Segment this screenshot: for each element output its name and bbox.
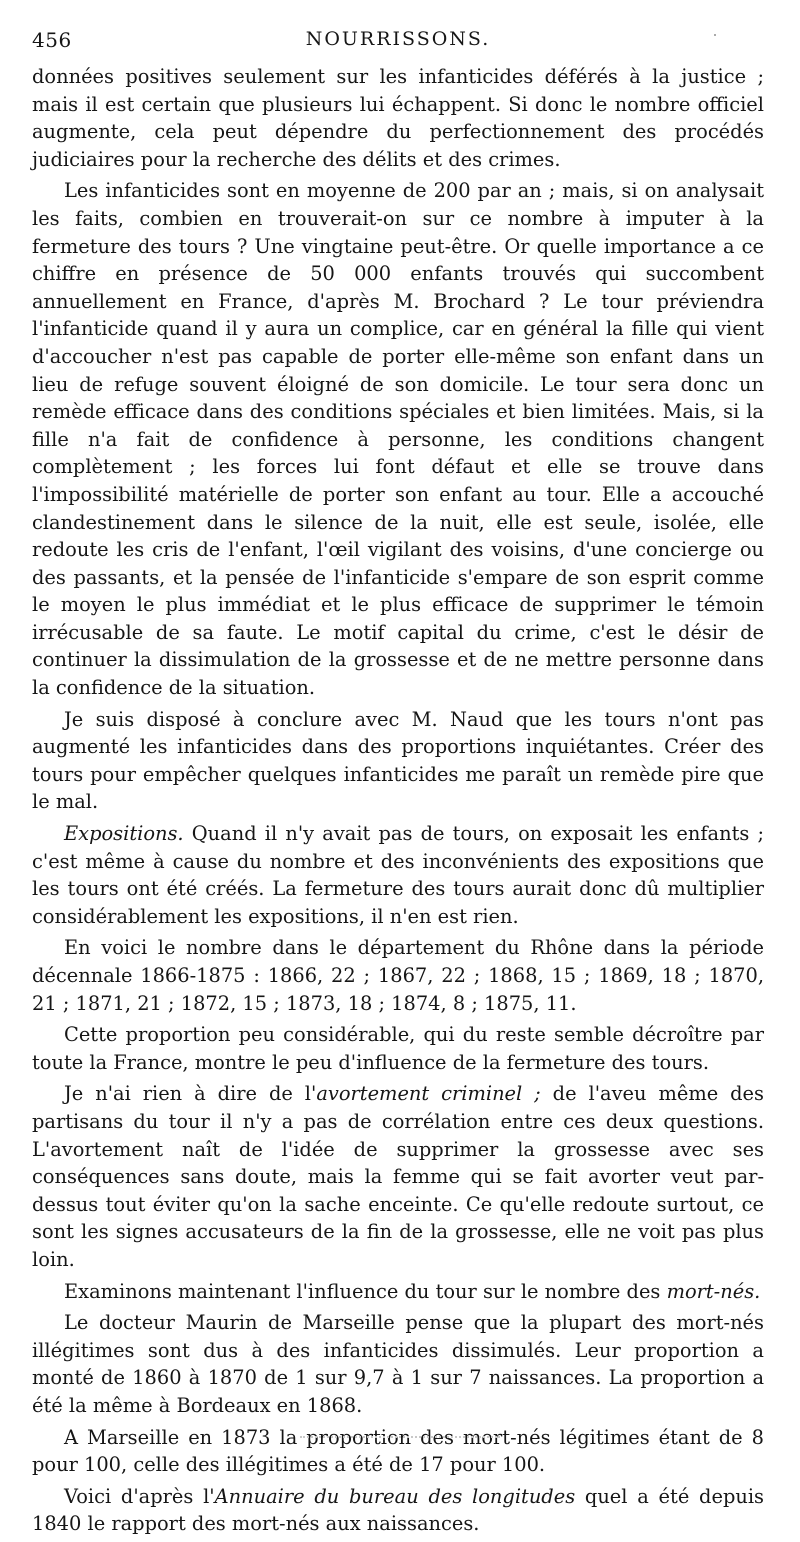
annuaire-text: quel a été depuis 1840 le rapport des mort-nés aux naissances. [32,1484,764,1536]
paragraph-annuaire [32,1483,764,1538]
annuaire-title: Annuaire du bureau des longitudes [214,1484,576,1508]
page-number: 456 [32,28,72,52]
paragraph-proportion: Cette proportion peu considérable, qui du reste semble décroître par toute la France, montre le peu d'influence de la fermeture des tours. [32,1023,764,1074]
footer-smudge [300,1436,500,1444]
paragraph-avortement [32,1080,764,1273]
avortement-term: avortement criminel ; [316,1082,541,1106]
paragraph-marseille: A Marseille en 1873 la proportion des mort-nés légitimes étant de 8 pour 100, celle des illégitimes a été de 17 pour 100. [32,1425,764,1477]
avortement-intro: Je n'ai rien à dire de l' [64,1082,317,1106]
paragraph-continuation: données positives seulement sur les infanticides déférés à la justice ; mais il est certain que plusieurs lui échappent. Si donc le nombre officiel augmente, cela peut dépendre du perfectionnement des procédés judiciaires pour la recherche des délits et des crimes. [32,65,764,171]
annuaire-intro: Voici d'après l' [64,1484,215,1508]
paragraph-infanticides: Les infanticides sont en moyenne de 200 par an ; mais, si on analysait les faits, combien en trouverait-on sur ce nombre à imputer à la fermeture des tours ? Une vingtaine peut-être. Or quelle importance a ce chiffre en présence de 50 000 enfants trouvés qui succombent annuellement en France, d'après M. Brochard ? Le tour préviendra l'infanticide quand il y aura un complice, car en général la fille qui vient d'accoucher n'est pas capable de porter elle-même son enfant dans un lieu de refuge souvent éloigné de son domicile. Le tour sera donc un remède efficace dans des conditions spéciales et bien limitées. Mais, si la fille n'a fait de confidence à personne, les conditions changent complètement ; les forces lui font défaut et elle se trouve dans l'impossibilité matérielle de porter son enfant au tour. Elle a accouché clandestinement dans le silence de la nuit, elle est seule, isolée, elle redoute les cris de l'enfant, l'œil vigilant des voisins, d'une concierge ou des passants, et la pensée de l'infanticide s'empare de son esprit comme le moyen le plus immédiat et le plus efficace de supprimer le témoin irrécusable de sa faute. Le motif capital du crime, c'est le désir de continuer la dissimulation de la grossesse et de ne mettre personne dans la confidence de la situation. [32,179,764,700]
avortement-text: de l'aveu même des partisans du tour il n'y a pas de corrélation entre ces deux questions. L'avortement naît de l'idée de supprimer la grossesse avec ses conséquences sans doute, mais la femme qui se fait avorter veut par-dessus tout éviter qu'on la sache enceinte. Ce qu'elle redoute surtout, ce sont les signes accusateurs de la fin de la grossesse, elle ne voit pas plus loin. [32,1082,764,1271]
body-text [32,63,764,1542]
paragraph-expositions [32,820,764,930]
mort-nes-intro: Examinons maintenant l'influence du tour sur le nombre des [64,1279,667,1303]
speck-mark [714,34,716,36]
paragraph-maurin: Le docteur Maurin de Marseille pense que la plupart des mort-nés illégitimes sont dus à des infanticides dissimulés. Leur proportion a monté de 1860 à 1870 de 1 sur 9,7 à 1 sur 7 naissances. La proportion a été la même à Bordeaux en 1868. [32,1311,764,1417]
running-title: NOURRISSONS. [305,28,491,50]
mort-nes-term: mort-nés. [666,1279,761,1303]
page-header [32,28,764,56]
paragraph-conclusion-naud: Je suis disposé à conclure avec M. Naud que les tours n'ont pas augmenté les infanticides dans des proportions inquiétantes. Créer des tours pour empêcher quelques infanticides me paraît un remède pire que le mal. [32,707,764,814]
paragraph-mort-nes [32,1278,764,1306]
expositions-text: Quand il n'y avait pas de tours, on exposait les enfants ; c'est même à cause du nombre et des inconvénients des expositions que les tours ont été créés. La fermeture des tours aurait donc dû multiplier considérablement les expositions, il n'en est rien. [32,822,764,928]
paragraph-rhone-figures: En voici le nombre dans le département du Rhône dans la période décennale 1866-1875 : 1866, 22 ; 1867, 22 ; 1868, 15 ; 1869, 18 ; 1870, 21 ; 1871, 21 ; 1872, 15 ; 1873, 18 ; 1874, 8 ; 1875, 11. [32,936,764,1015]
expositions-heading: Expositions. [64,822,184,846]
